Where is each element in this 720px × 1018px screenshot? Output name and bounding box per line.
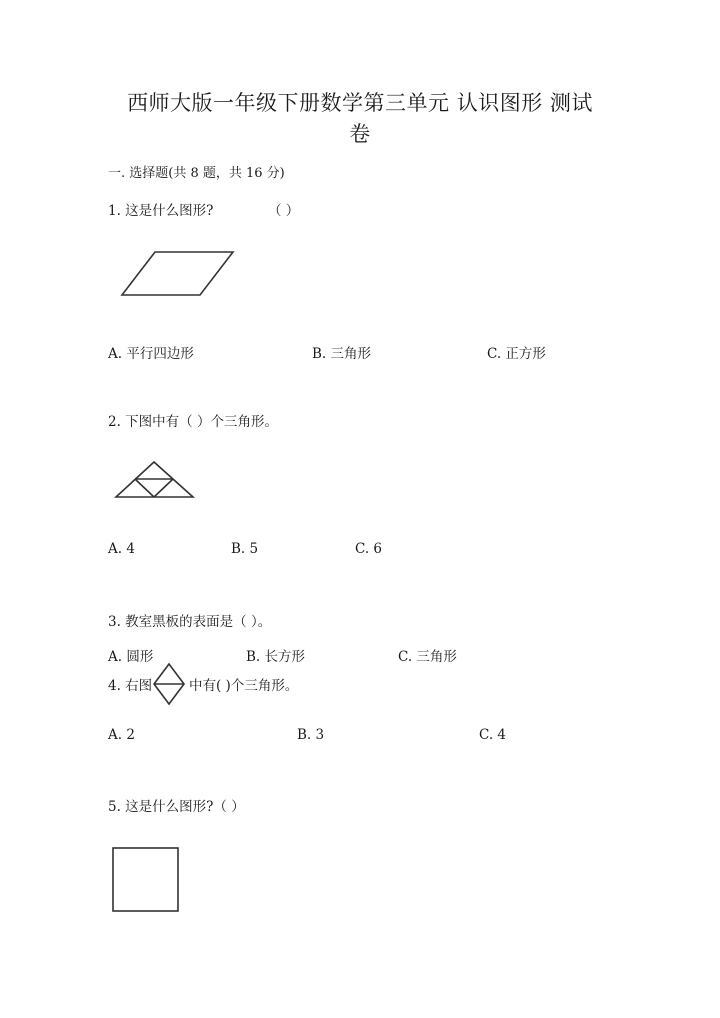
question-1-stem: 1. 这是什么图形? — [108, 203, 214, 219]
question-1-option-a[interactable]: A. 平行四边形 — [108, 346, 194, 362]
question-3-stem: 3. 教室黑板的表面是（ ）。 — [108, 614, 272, 630]
question-4-stem-after: 中有( )个三角形。 — [189, 678, 299, 694]
question-2-option-a[interactable]: A. 4 — [108, 541, 135, 557]
parallelogram-figure-icon — [120, 250, 236, 298]
square-figure-icon — [112, 847, 180, 913]
question-1-option-c[interactable]: C. 正方形 — [487, 346, 546, 362]
question-2-stem: 2. 下图中有（ ）个三角形。 — [108, 414, 278, 430]
diamond-figure-icon — [152, 662, 186, 706]
triangle-subdivided-figure-icon — [114, 460, 196, 500]
page-title — [100, 88, 620, 150]
question-4-option-a[interactable]: A. 2 — [108, 727, 135, 743]
title-line-1: 西师大版一年级下册数学第三单元 认识图形 测试 — [127, 91, 593, 115]
question-4-stem-before: 4. 右图 — [108, 678, 153, 694]
title-line-2: 卷 — [349, 122, 371, 146]
question-5-stem: 5. 这是什么图形?（ ） — [108, 799, 245, 815]
question-4-option-c[interactable]: C. 4 — [479, 727, 507, 743]
question-4-option-b[interactable]: B. 3 — [297, 727, 325, 743]
question-3-option-c[interactable]: C. 三角形 — [398, 649, 457, 665]
question-2-option-b[interactable]: B. 5 — [231, 541, 259, 557]
section-heading: 一. 选择题(共 8 题，共 16 分) — [108, 166, 285, 181]
question-3-option-a[interactable]: A. 圆形 — [108, 649, 154, 665]
question-2-option-c[interactable]: C. 6 — [355, 541, 383, 557]
question-3-option-b[interactable]: B. 长方形 — [246, 649, 306, 665]
question-1-blank: （ ） — [268, 203, 300, 219]
question-1-option-b[interactable]: B. 三角形 — [312, 346, 372, 362]
